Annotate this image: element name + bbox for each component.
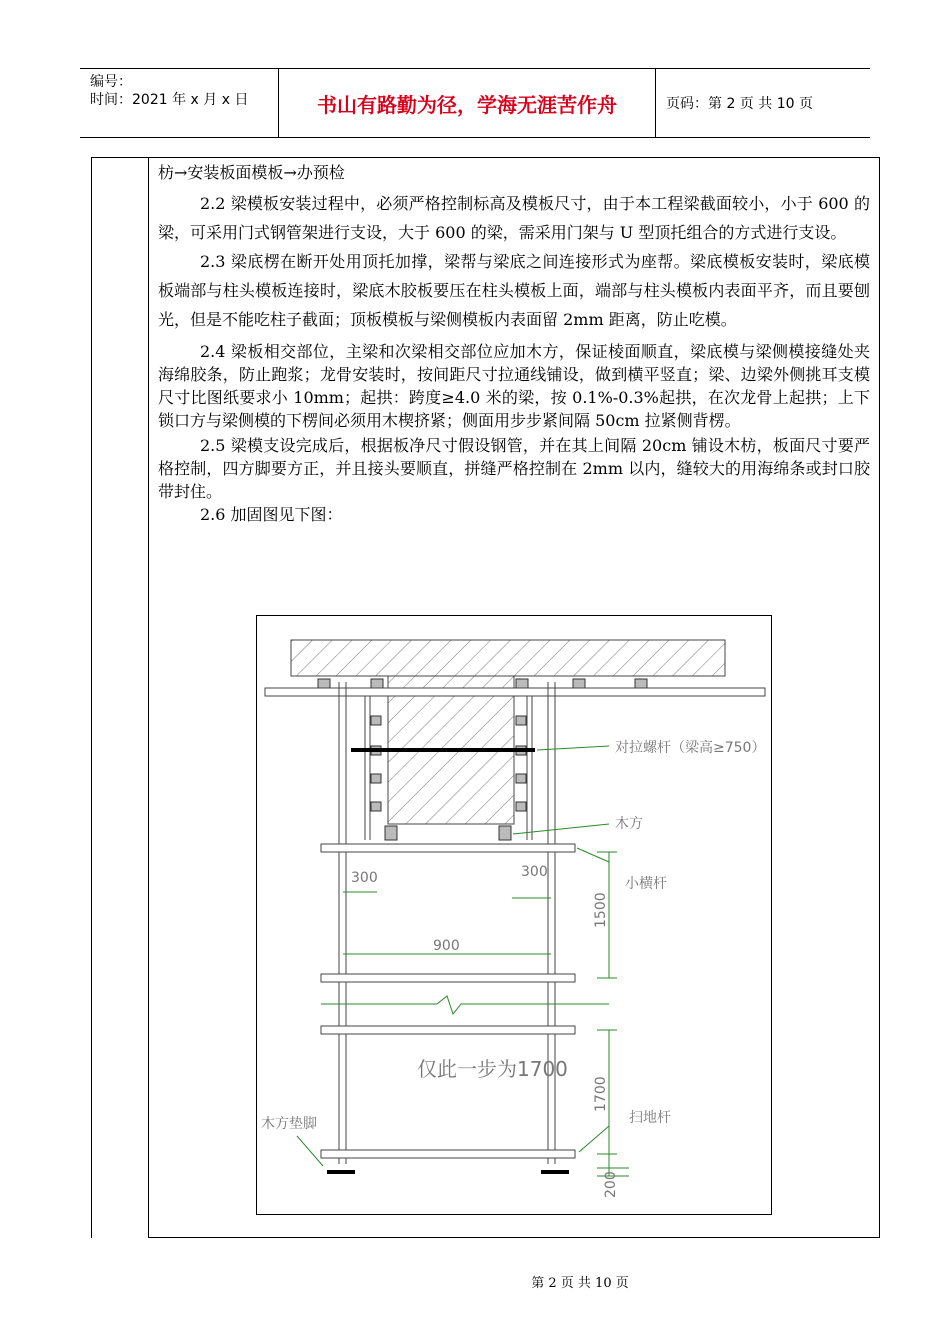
- drawing-svg: [257, 616, 771, 1214]
- dim-200: 200: [603, 1171, 619, 1198]
- label-timber: 木方: [615, 816, 643, 832]
- paragraph-2-4: 2.4 梁板相交部位，主梁和次梁相交部位应加木方，保证棱面顺直，梁底模与梁侧模接缝处夹海绵胶条，防止跑浆；龙骨安装时，按间距尺寸拉通线铺设，做到横平竖直；梁、边梁外侧挑耳支模尺寸比图纸要求小 10mm；起拱：跨度≥4.0 米的梁，按 0.1%-0.3%起拱，在次龙骨上起拱；上下锁口方与梁侧模的下楞间必须用木楔挤紧；侧面用步步紧间隔 50cm 拉紧侧背楞。: [158, 342, 870, 430]
- table-bottom-border: [148, 1237, 879, 1238]
- page-header: [80, 68, 870, 138]
- label-timber-pad: 木方垫脚: [261, 1116, 317, 1132]
- floor-slab: [291, 640, 725, 676]
- label-small-bar: 小横杆: [625, 876, 667, 892]
- slab-ledger: [265, 688, 765, 696]
- text-line-0: 枋→安装板面模板→办预检: [158, 163, 345, 182]
- foot-pad-right: [541, 1170, 569, 1174]
- date-label: 时间：2021 年 x 月 x 日: [90, 92, 249, 108]
- header-motto: 书山有路勤为径，学海无涯苦作舟: [278, 69, 656, 137]
- footer-page-number: 第 2 页 共 10 页: [531, 1276, 629, 1291]
- paragraph-2-3: 2.3 梁底楞在断开处用顶托加撑，梁帮与梁底之间连接形式为座帮。梁底模板安装时，梁底模板端部与柱头模板连接时，梁底木胶板要压在柱头模板上面，端部与柱头模板内表面平齐，而且要刨光，但是不能吃柱子截面；顶板模板与梁侧模板内表面留 2mm 距离，防止吃模。: [158, 252, 870, 329]
- header-meta: [80, 69, 278, 137]
- header-page-info: 页码：第 2 页 共 10 页: [666, 96, 813, 112]
- serial-label: 编号：: [90, 74, 132, 90]
- body-text: [158, 158, 870, 526]
- foot-pad-left: [327, 1170, 355, 1174]
- page-footer: [0, 1272, 950, 1291]
- dim-300-right: 300: [521, 864, 548, 880]
- paragraph-2-6: 2.6 加固图见下图：: [200, 505, 343, 524]
- horizontal-bars: [321, 844, 575, 1158]
- table-column-divider: [148, 158, 149, 1238]
- paragraph-2-5: 2.5 梁模支设完成后，根据板净尺寸假设钢管，并在其上间隔 20cm 铺设木枋，板面尺寸要严格控制，四方脚要方正，并且接头要顺直，拼缝严格控制在 2mm 以内，缝较大的用海绵条或封口胶带封住。: [158, 436, 870, 501]
- dim-1700: 1700: [593, 1076, 609, 1112]
- dim-1500: 1500: [593, 892, 609, 928]
- dim-300-left: 300: [351, 870, 378, 886]
- label-tie-bolt: 对拉螺杆（梁高≥750）: [615, 740, 766, 756]
- label-sweep-bar: 扫地杆: [629, 1110, 671, 1126]
- break-line: [321, 996, 609, 1014]
- dim-900: 900: [433, 938, 460, 954]
- note-step: 仅此一步为1700: [417, 1057, 568, 1081]
- paragraph-2-2: 2.2 梁模板安装过程中，必须严格控制标高及模板尺寸，由于本工程梁截面较小，小于 600 的梁，可采用门式钢管架进行支设，大于 600 的梁，需采用门架与 U 型顶托组合的方式进行支设。: [158, 194, 870, 242]
- reinforcement-drawing: [256, 615, 772, 1215]
